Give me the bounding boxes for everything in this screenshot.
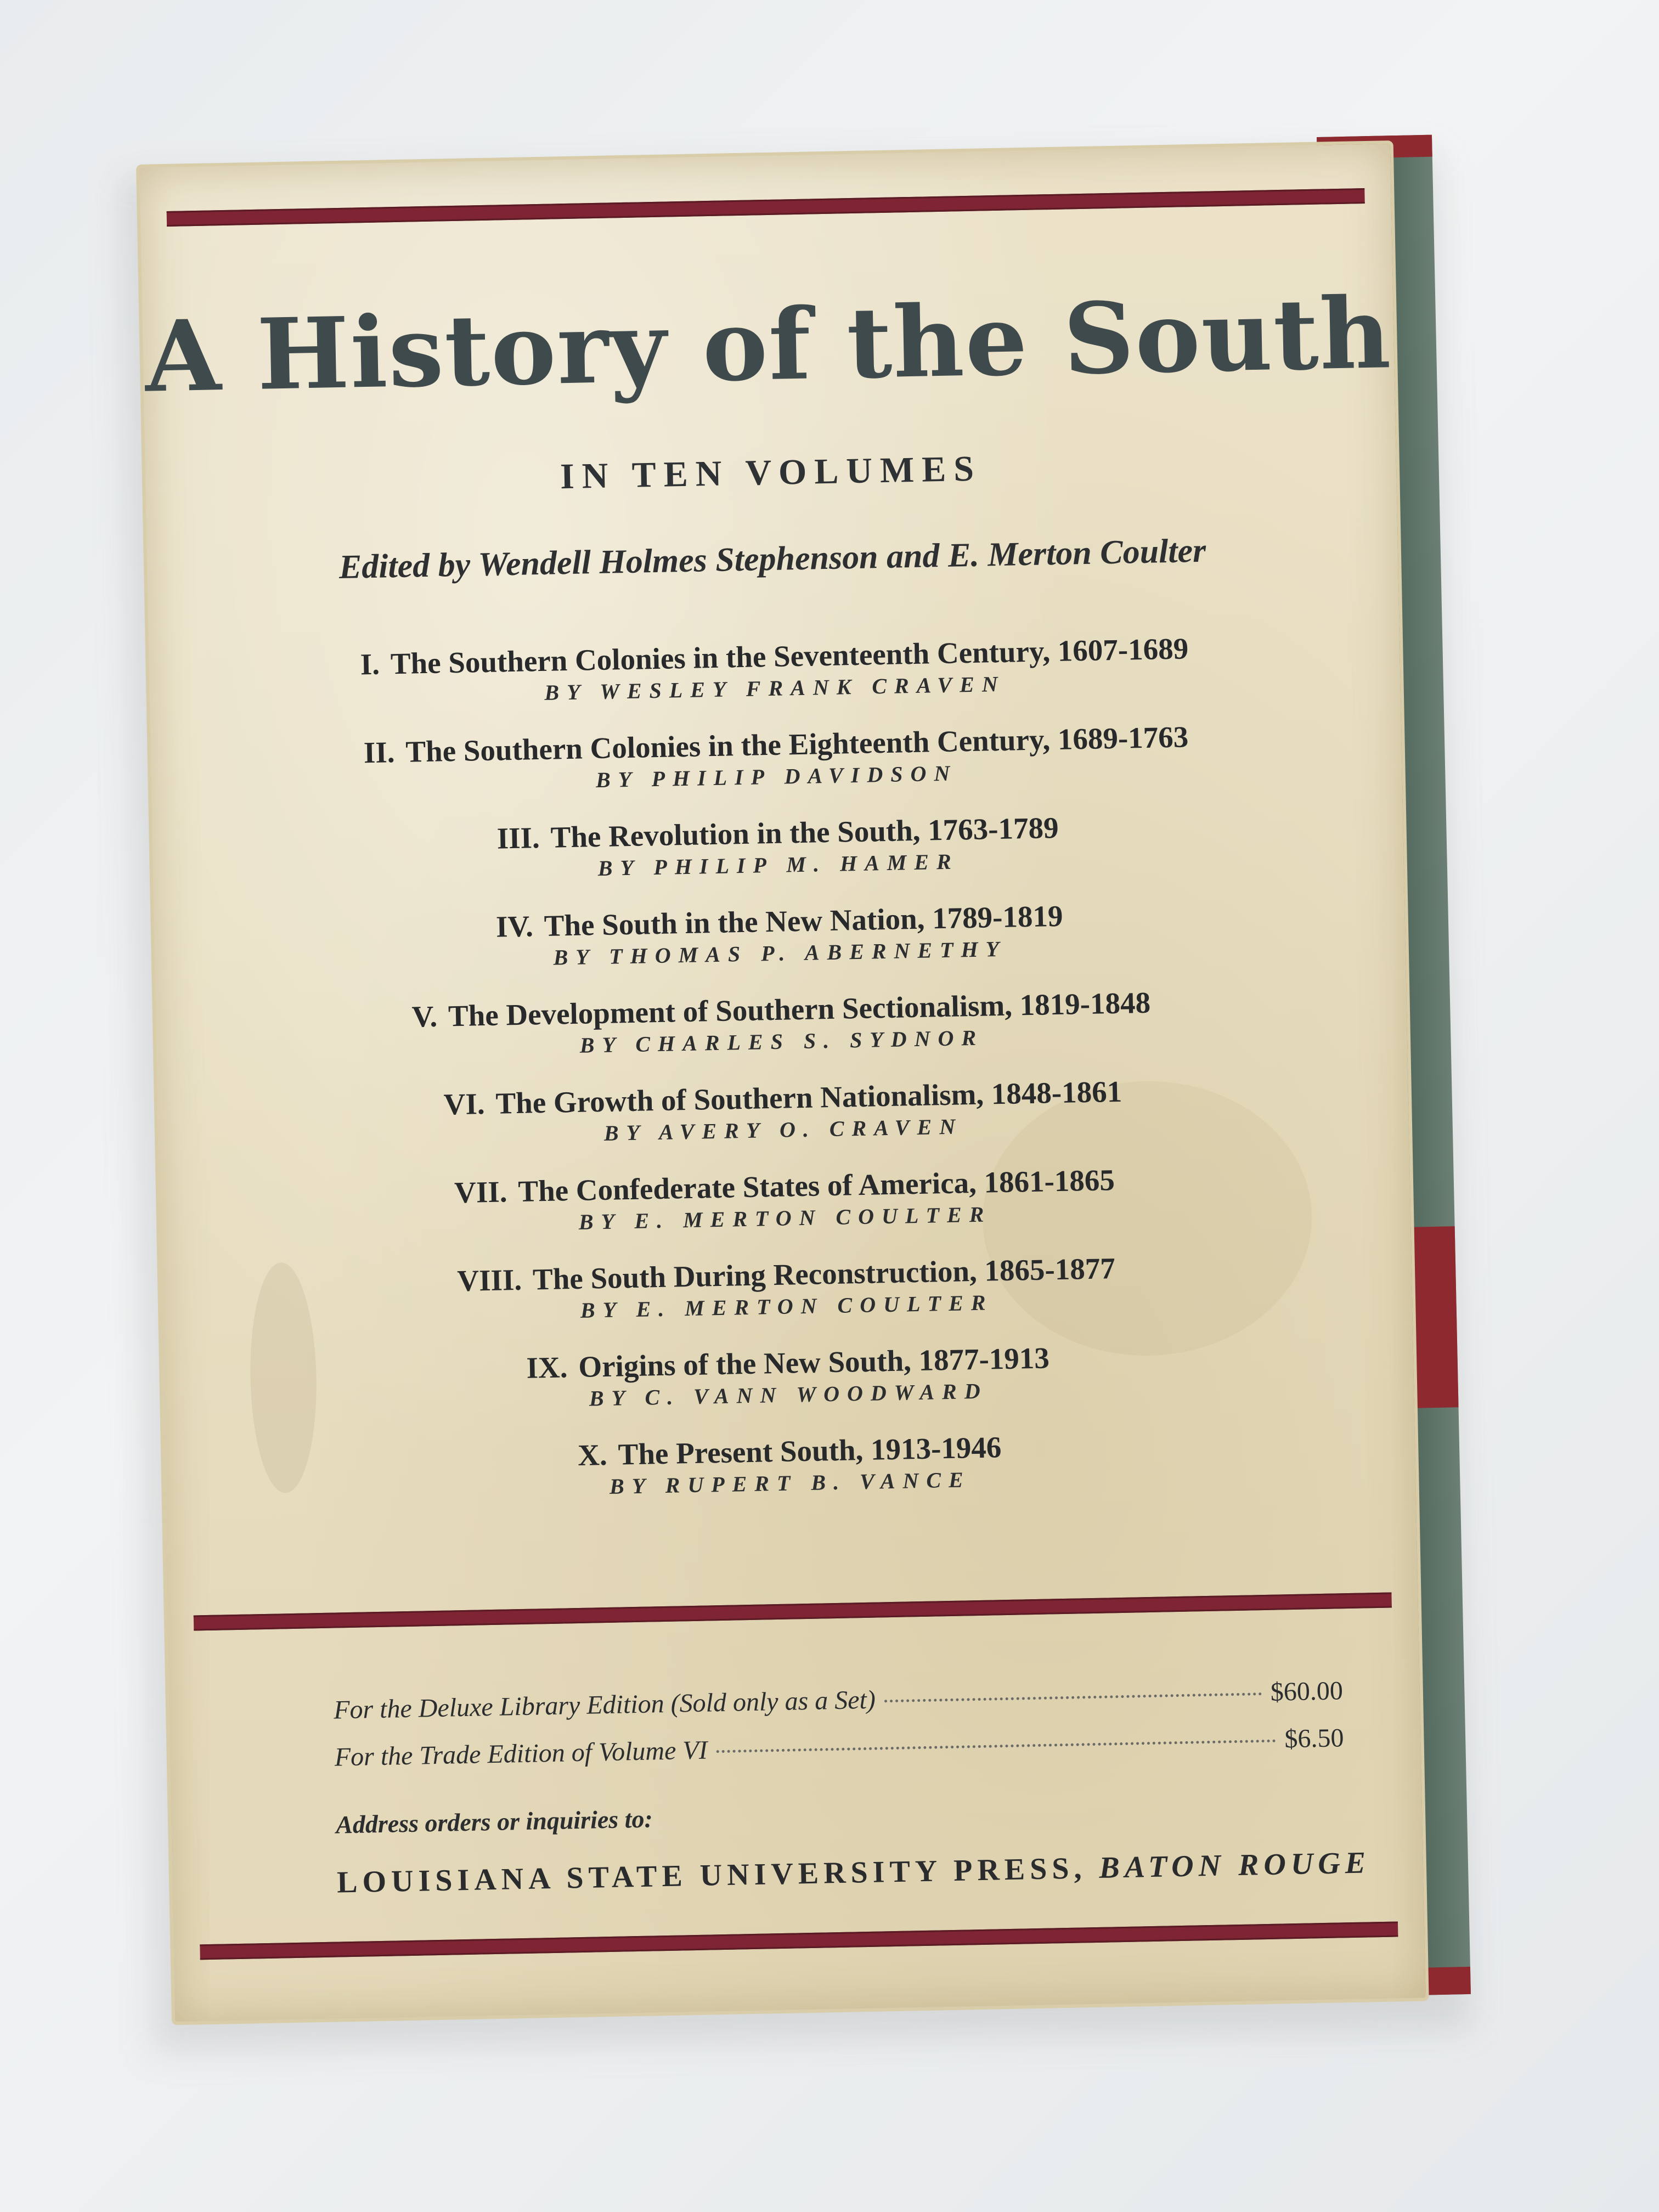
publisher-city: BATON ROUGE	[1098, 1846, 1371, 1885]
volume-list	[149, 627, 1416, 1533]
volume-numeral: I.	[360, 647, 380, 681]
volume-title: The Southern Colonies in the Eighteenth Century, 1689-1763	[405, 720, 1189, 769]
cover-title: A History of the South	[144, 275, 1393, 414]
volume-title: Origins of the New South, 1877-1913	[578, 1341, 1050, 1384]
volume-title: The Present South, 1913-1946	[618, 1430, 1002, 1471]
volume-numeral: IX.	[526, 1350, 568, 1385]
price-label: For the Deluxe Library Edition (Sold only as a Set)	[333, 1685, 876, 1725]
volume-title: The South During Reconstruction, 1865-1877	[532, 1251, 1116, 1296]
price-label: For the Trade Edition of Volume VI	[334, 1735, 708, 1772]
address-intro: Address orders or inquiries to:	[335, 1804, 653, 1839]
volume-numeral: VII.	[454, 1175, 508, 1210]
volume-author: BY CHARLES S. SYDNOR	[579, 1025, 984, 1058]
volume-author: BY PHILIP DAVIDSON	[595, 760, 958, 793]
top-rule	[167, 188, 1365, 227]
price-list	[334, 1675, 1345, 1789]
volume-numeral: VIII.	[456, 1262, 522, 1298]
editors-line: Edited by Wendell Holmes Stephenson and E. Merton Coulter	[338, 532, 1206, 586]
dust-jacket-back-cover	[136, 140, 1429, 2025]
volume-title: The Development of Southern Sectionalism, 1819-1848	[448, 985, 1151, 1033]
bottom-rule	[200, 1921, 1398, 1960]
middle-rule	[194, 1593, 1392, 1631]
volume-numeral: IV.	[495, 909, 534, 944]
volume-author: BY PHILIP M. HAMER	[597, 849, 960, 881]
volume-title: The Confederate States of America, 1861-1865	[517, 1163, 1115, 1208]
volume-title: The Growth of Southern Nationalism, 1848-1861	[495, 1074, 1122, 1120]
cover-subtitle: IN TEN VOLUMES	[560, 448, 982, 497]
price-value: $60.00	[1270, 1676, 1344, 1707]
dot-leader	[884, 1692, 1262, 1702]
volume-title: The South in the New Nation, 1789-1819	[544, 899, 1063, 943]
volume-title: The Southern Colonies in the Seventeenth Century, 1607-1689	[390, 631, 1189, 681]
volume-numeral: II.	[363, 735, 395, 770]
publisher-line	[337, 1845, 1371, 1900]
volume-title: The Revolution in the South, 1763-1789	[550, 810, 1059, 854]
volume-numeral: V.	[411, 999, 438, 1034]
volume-author: BY C. VANN WOODWARD	[589, 1378, 989, 1411]
volume-author: BY E. MERTON COULTER	[578, 1201, 992, 1234]
volume-numeral: III.	[496, 821, 540, 855]
publisher-name: LOUISIANA STATE UNIVERSITY PRESS,	[336, 1851, 1087, 1900]
volume-author: BY RUPERT B. VANCE	[609, 1467, 972, 1499]
dot-leader	[716, 1739, 1276, 1753]
volume-numeral: X.	[577, 1437, 608, 1472]
volume-author: BY WESLEY FRANK CRAVEN	[544, 671, 1006, 705]
volume-author: BY AVERY O. CRAVEN	[603, 1114, 963, 1146]
volume-author: BY E. MERTON COULTER	[580, 1290, 994, 1323]
volume-numeral: VI.	[443, 1087, 486, 1121]
price-value: $6.50	[1284, 1723, 1344, 1754]
volume-author: BY THOMAS P. ABERNETHY	[553, 936, 1007, 970]
